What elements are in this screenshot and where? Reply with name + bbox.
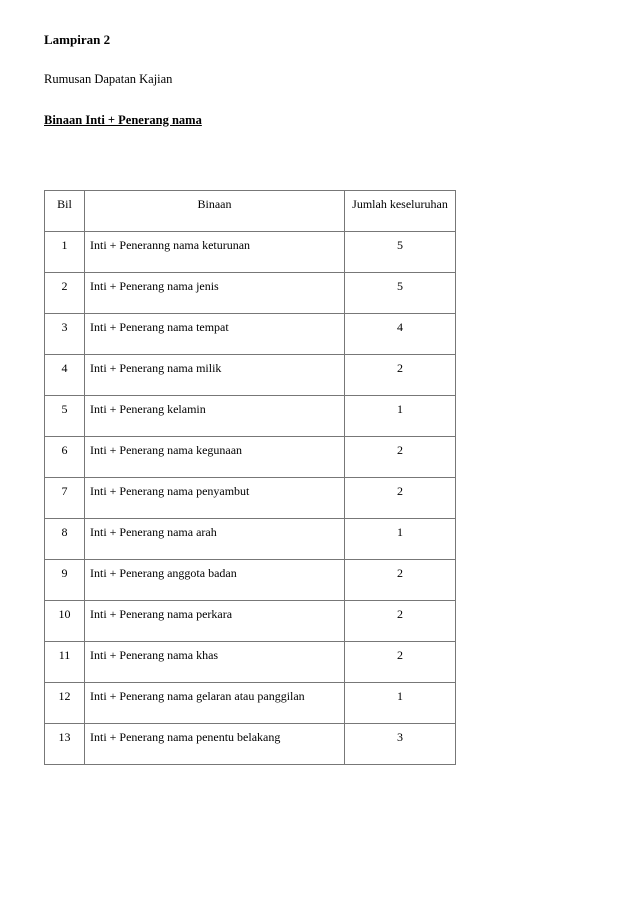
cell-binaan: Inti + Penerang nama kegunaan <box>85 437 345 478</box>
table-row <box>45 601 456 642</box>
table-row <box>45 519 456 560</box>
cell-bil: 11 <box>45 642 85 683</box>
cell-bil: 10 <box>45 601 85 642</box>
cell-bil: 7 <box>45 478 85 519</box>
document-subtitle: Rumusan Dapatan Kajian <box>44 72 173 86</box>
cell-binaan: Inti + Penerang nama perkara <box>85 601 345 642</box>
results-table <box>44 190 456 765</box>
cell-bil: 8 <box>45 519 85 560</box>
cell-jumlah: 5 <box>345 273 456 314</box>
cell-binaan: Inti + Penerang nama khas <box>85 642 345 683</box>
cell-bil: 2 <box>45 273 85 314</box>
section-heading: Binaan Inti + Penerang nama <box>44 113 202 127</box>
cell-bil: 9 <box>45 560 85 601</box>
cell-bil: 12 <box>45 683 85 724</box>
cell-jumlah: 3 <box>345 724 456 765</box>
cell-jumlah: 1 <box>345 519 456 560</box>
cell-binaan: Inti + Penerang kelamin <box>85 396 345 437</box>
cell-jumlah: 2 <box>345 355 456 396</box>
cell-jumlah: 2 <box>345 601 456 642</box>
cell-jumlah: 1 <box>345 396 456 437</box>
cell-jumlah: 2 <box>345 437 456 478</box>
table-row <box>45 478 456 519</box>
table-row <box>45 437 456 478</box>
cell-binaan: Inti + Penerang nama penyambut <box>85 478 345 519</box>
cell-bil: 3 <box>45 314 85 355</box>
cell-binaan: Inti + Penerang nama arah <box>85 519 345 560</box>
cell-binaan: Inti + Penerang nama milik <box>85 355 345 396</box>
table-row <box>45 273 456 314</box>
cell-jumlah: 2 <box>345 642 456 683</box>
document-title: Lampiran 2 <box>44 32 111 47</box>
header-bil: Bil <box>45 191 85 232</box>
cell-bil: 5 <box>45 396 85 437</box>
cell-binaan: Inti + Penerang nama penentu belakang <box>85 724 345 765</box>
cell-jumlah: 1 <box>345 683 456 724</box>
cell-jumlah: 4 <box>345 314 456 355</box>
cell-binaan: Inti + Penerang nama gelaran atau panggilan <box>85 683 345 724</box>
cell-bil: 6 <box>45 437 85 478</box>
table-row <box>45 396 456 437</box>
table-header-row <box>45 191 456 232</box>
table-row <box>45 683 456 724</box>
cell-jumlah: 2 <box>345 478 456 519</box>
cell-jumlah: 2 <box>345 560 456 601</box>
table-row <box>45 232 456 273</box>
cell-binaan: Inti + Peneranng nama keturunan <box>85 232 345 273</box>
cell-bil: 1 <box>45 232 85 273</box>
cell-bil: 13 <box>45 724 85 765</box>
cell-binaan: Inti + Penerang anggota badan <box>85 560 345 601</box>
table-row <box>45 355 456 396</box>
table-row <box>45 314 456 355</box>
table-row <box>45 642 456 683</box>
header-jumlah: Jumlah keseluruhan <box>345 191 456 232</box>
cell-bil: 4 <box>45 355 85 396</box>
cell-binaan: Inti + Penerang nama jenis <box>85 273 345 314</box>
cell-jumlah: 5 <box>345 232 456 273</box>
table-row <box>45 560 456 601</box>
header-binaan: Binaan <box>85 191 345 232</box>
cell-binaan: Inti + Penerang nama tempat <box>85 314 345 355</box>
table-row <box>45 724 456 765</box>
